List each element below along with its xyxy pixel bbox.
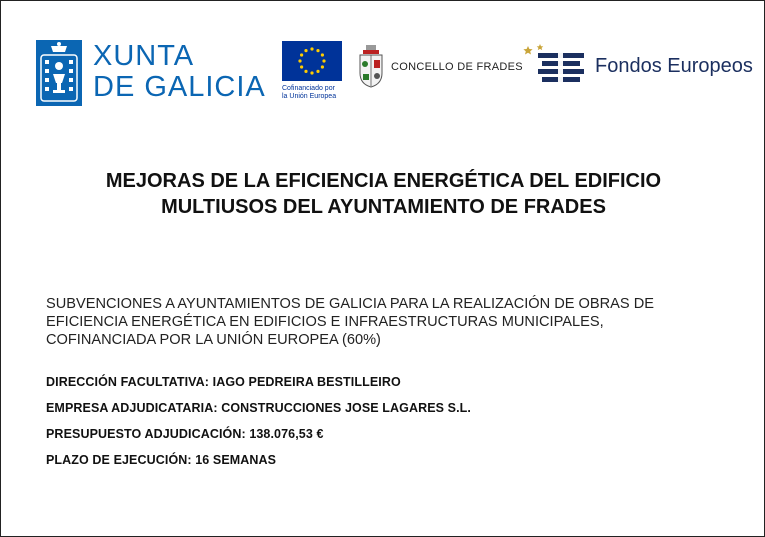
detail-presupuesto: PRESUPUESTO ADJUDICACIÓN: 138.076,53 € xyxy=(46,427,324,441)
frades-shield-icon xyxy=(357,44,385,88)
project-details xyxy=(46,375,471,479)
fondos-europeos-icon xyxy=(522,44,586,86)
title-line2: MULTIUSOS DEL AYUNTAMIENTO DE FRADES xyxy=(161,196,606,218)
detail-empresa-adjudicataria: EMPRESA ADJUDICATARIA: CONSTRUCCIONES JOSE LAGARES S.L. xyxy=(46,401,471,415)
subsidy-line1: SUBVENCIONES A AYUNTAMIENTOS DE GALICIA PARA LA REALIZACIÓN DE OBRAS DE xyxy=(46,296,654,312)
eu-caption-line2: la Unión Europea xyxy=(282,93,337,100)
eu-flag-icon xyxy=(282,41,342,81)
xunta-line1: XUNTA xyxy=(93,40,195,72)
project-title xyxy=(1,168,765,220)
fondos-europeos-name: Fondos Europeos xyxy=(595,55,753,77)
title-line1: MEJORAS DE LA EFICIENCIA ENERGÉTICA DEL EDIFICIO xyxy=(105,170,662,192)
eu-caption-line1: Cofinanciado por xyxy=(282,85,335,92)
logos-bar xyxy=(1,1,765,121)
xunta-line2: DE GALICIA xyxy=(93,71,266,103)
subsidy-line2: EFICIENCIA ENERGÉTICA EN EDIFICIOS E INFRAESTRUCTURAS MUNICIPALES, xyxy=(46,314,604,330)
xunta-crest-icon xyxy=(36,40,82,106)
subsidy-line3: COFINANCIADA POR LA UNIÓN EUROPEA (60%) xyxy=(46,332,381,348)
subsidy-description xyxy=(46,295,736,349)
detail-direccion-facultativa: DIRECCIÓN FACULTATIVA: IAGO PEDREIRA BESTILLEIRO xyxy=(46,375,401,389)
xunta-wordmark xyxy=(93,41,266,103)
frades-name: CONCELLO DE FRADES xyxy=(391,61,523,73)
detail-plazo: PLAZO DE EJECUCIÓN: 16 SEMANAS xyxy=(46,453,277,467)
eu-caption xyxy=(282,85,362,101)
